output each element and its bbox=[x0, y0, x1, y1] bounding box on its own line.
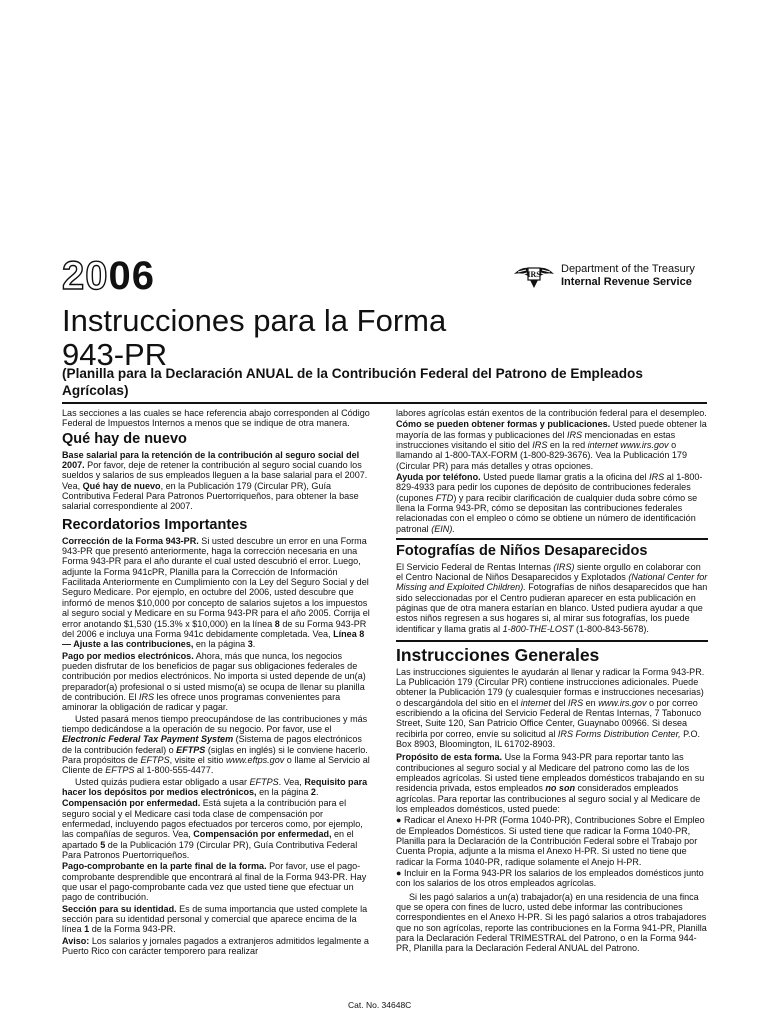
right-column bbox=[396, 408, 708, 955]
hotline-number: 1-800-THE-LOST bbox=[502, 623, 574, 634]
distribution-center-name: IRS Forms Distribution Center, bbox=[557, 728, 681, 739]
ref: 3 bbox=[247, 639, 253, 650]
quizas-paragraph bbox=[62, 777, 374, 798]
irs-url: www.irs.gov bbox=[598, 697, 647, 708]
irs-abbrev: IRS bbox=[568, 697, 584, 708]
text: Usted puede obtener la mayoría de las formas y publicaciones del bbox=[396, 419, 707, 440]
bullet-icon: ● bbox=[396, 815, 402, 826]
text: . Vea, bbox=[278, 776, 305, 787]
text: Por favor, deje de retener la contribución al seguro social cuando los sueldos y salarios de sus empleados lleguen a la base salarial para el 2007. Vea, bbox=[62, 460, 368, 491]
como-heading: Cómo se pueden obtener formas y publicaciones. bbox=[396, 419, 611, 430]
si-pago-paragraph: Si les pagó salarios a un(a) trabajador(a) en una residencia de una finca que se opera con fines de lucro, usted debe informar las contribuciones correspondientes en el Anexo H-PR. Si les pagó salarios a otros trabajadores que no son agrícolas, reporte las contribuciones en la Forma 941-PR, Planilla para la Declaración Federal TRIMESTRAL del Patrono, o en la Forma 944-PR, Planilla para la Declaración Federal ANUAL del Patrono. bbox=[396, 891, 707, 954]
ref: 1 bbox=[84, 924, 90, 935]
compensacion-paragraph bbox=[62, 798, 374, 860]
eftps-url: www.eftps.gov bbox=[225, 754, 285, 765]
fotografias-paragraph bbox=[396, 562, 708, 634]
section-rule bbox=[396, 640, 708, 642]
text: de la Publicación 179 (Circular PR), Guía Contributiva Federal Para Patronos Puertorriqueños. bbox=[62, 839, 358, 861]
department-line: Department of the Treasury bbox=[561, 263, 695, 275]
text: Radicar el Anexo H-PR (Forma 1040-PR), Contribuciones Sobre el Empleo de Empleados Domésticos. Si usted tiene que radicar la Forma 1040-PR, Planilla para la Declaración de la Contribución Federal sobre el Trabajo por Cuenta Propia, adjunte a la misma el Anexo H-PR. Si usted no tiene que radicar la Forma 1040-PR, radique solamente el Anejo H-PR. bbox=[396, 815, 705, 867]
pago-heading: Pago por medios electrónicos. bbox=[62, 650, 194, 661]
ein-abbrev: (EIN). bbox=[431, 523, 455, 534]
text: les ofrece unos programas convenientes para aminorar la obligación de radicar y pagar. bbox=[62, 691, 341, 713]
year-solid-digits: 06 bbox=[108, 254, 155, 298]
ref: 8 bbox=[274, 618, 280, 629]
pago-comprobante-heading: Pago-comprobante en la parte final de la forma. bbox=[62, 861, 267, 872]
labores-paragraph: labores agrícolas están exentos de la contribución federal para el desempleo. bbox=[396, 408, 707, 418]
text: al 1-800-555-4477. bbox=[134, 765, 214, 776]
section-title-recordatorios: Recordatorios Importantes bbox=[62, 516, 248, 533]
ref: Requisito para hacer los depósitos por medios electrónicos, bbox=[62, 776, 368, 797]
irs-abbrev: IRS bbox=[532, 440, 548, 451]
ref: Compensación por enfermedad, bbox=[193, 829, 332, 840]
compensacion-heading: Compensación por enfermedad. bbox=[62, 798, 201, 809]
agency-line: Internal Revenue Service bbox=[561, 275, 692, 288]
eftps-abbrev: EFTPS bbox=[249, 776, 279, 787]
instrucciones-paragraph bbox=[396, 667, 708, 750]
ayuda-telefono-paragraph bbox=[396, 472, 708, 534]
ref: Línea 8 — Ajuste a las contribuciones, bbox=[62, 628, 365, 650]
section-title-que-hay-de-nuevo: Qué hay de nuevo bbox=[62, 430, 187, 447]
irs-abbrev: IRS bbox=[138, 691, 155, 702]
text: Use la Forma 943-PR para reportar tanto las contribuciones al seguro social y al Medicare del patrono como las de los empleados agrícolas. Si usted tiene empleados domésticos trabajando en su residencia privada, estos empleados bbox=[396, 752, 705, 794]
text: de su Forma 943-PR del 2006 e incluya una Forma 941c debidamente completada. Vea, bbox=[62, 618, 367, 639]
text: Fotografías de niños desaparecidos que han sido seleccionadas por el Centro pudieran aparecer en esta publicación en páginas que de otra manera estarían en blanco. Usted pudiera ayudar a que estos niños regresen a sus hogares si, al mirar sus fotografías, los puede identificar y llama gratis al bbox=[396, 582, 708, 634]
pago-comprobante-paragraph bbox=[62, 861, 374, 902]
correccion-heading: Corrección de la Forma 943-PR. bbox=[62, 535, 199, 546]
ftd-abbrev: FTD bbox=[435, 492, 454, 503]
text: Usted puede llamar gratis a la oficina del bbox=[480, 472, 650, 483]
text: Usted pasará menos tiempo preocupándose de las contribuciones y más tiempo dedicándose a la operación de su negocio. Por favor, use el bbox=[62, 713, 368, 734]
text: o por correo escribiendo a la oficina del Servicio Federal de Rentas Internas, 7 Tabonuco Street, Suite 120, San Patricio Office Center, Guaynabo 00966. Si desea recibirla por correo, envíe su solicitud al bbox=[396, 697, 702, 739]
text: Está sujeta a la contribución para el seguro social y el Medicare casi toda clase de compensación por enfermedad, incluyendo pagos efectuados por terceros como, por ejemplo, las compañías de seguros. Vea, bbox=[62, 798, 363, 840]
internet-word: internet bbox=[520, 697, 551, 708]
agency-name bbox=[561, 263, 695, 288]
text: El Servicio Federal de Rentas Internas bbox=[396, 561, 554, 572]
seccion-heading: Sección para su identidad. bbox=[62, 903, 177, 914]
base-salarial-heading: Base salarial para la retención de la contribución al seguro social del 2007. bbox=[62, 449, 360, 471]
text: o llamando al 1-800-TAX-FORM (1-800-829-3676). Vea la Publicación 179 (Circular PR) para más detalles y otras opciones. bbox=[396, 440, 687, 471]
text: al 1-800-829-4933 para pedir los cupones de depósito de contribuciones federales (cupones bbox=[396, 472, 703, 503]
emphasis: no son bbox=[545, 783, 576, 794]
bullet-item bbox=[396, 815, 708, 867]
proposito-heading: Propósito de esta forma. bbox=[396, 752, 503, 763]
irs-abbrev: IRS bbox=[566, 429, 583, 440]
text: en la página bbox=[193, 639, 248, 650]
section-title-fotografias: Fotografías de Niños Desaparecidos bbox=[396, 542, 648, 559]
document-subtitle: (Planilla para la Declaración ANUAL de la Contribución Federal del Patrono de Empleados Agrícolas) bbox=[62, 366, 643, 398]
ref: 2 bbox=[310, 787, 316, 797]
text: , en la Publicación 179 (Circular PR), Guía Contributiva Federal Para Patronos Puertorriqueños, para obtener la base salarial correspondiente al 2007. bbox=[62, 480, 359, 512]
form-year bbox=[62, 254, 155, 299]
text: ) y para recibir clarificación de cualquier duda sobre cómo se llena la Forma 943-PR, cómo se depositan las contribuciones federales relacionadas con el empleo o cómo se obtiene un número de identificación patronal bbox=[396, 492, 698, 534]
year-outline-digits: 20 bbox=[62, 254, 109, 298]
intro-paragraph: Las secciones a las cuales se hace referencia abajo corresponden al Código Federal de Impuestos Internos a menos que se indique de otra manera. bbox=[62, 408, 370, 429]
proposito-paragraph bbox=[396, 752, 708, 814]
text: considerados empleados agrícolas. Para reportar las contribuciones al seguro social y al Medicare de los empleados domésticos, usted puede: bbox=[396, 783, 701, 814]
text: . bbox=[315, 787, 319, 797]
text: P.O. Box 8903, Bloomington, IL 61702-8903. bbox=[396, 728, 701, 749]
eftps-abbrev: EFTPS bbox=[140, 754, 170, 765]
section-rule bbox=[396, 538, 708, 540]
text: siente orgullo en colaborar con el Centro Nacional de Niños Desaparecidos y Explotados bbox=[396, 561, 701, 582]
text: Incluir en la Forma 943-PR los salarios de los empleados domésticos junto con los salarios de los otros empleados agrícolas. bbox=[396, 868, 704, 889]
text: (1-800-843-5678). bbox=[573, 623, 649, 634]
text: (siglas en inglés) si le conviene hacerlo. Para propósitos de bbox=[62, 744, 368, 765]
text: Si usted descubre un error en una Forma 943-PR que presentó anteriormente, haga la corrección necesaria en una Forma 943-PR para el año durante el cual usted descubrió el error. Luego, adjunte la Forma 941cPR, Planilla para la Corrección de Información Facilitada Anteriormente en Cumplimiento con la Ley del Seguro Social y del Seguro Medicare. Por ejemplo, en octubre del 2006, usted descubre que informó de menos $10,000 por concepto de salarios sujetos a los impuestos al seguro social y Medicare en su Forma 943-PR para el año 2005. Corrija el error anotando $1,530 (15.3% x $10,000) en la línea bbox=[62, 535, 370, 629]
eftps-abbrev: EFTPS bbox=[176, 744, 206, 755]
text: Las instrucciones siguientes le ayudarán al llenar y radicar la Forma 943-PR. La Publicación 179 (Circular PR) contiene instrucciones adicionales. Puede obtener la Publicación 179 (y cualesquier formas e instrucciones necesarias) o descargándola del sitio en el bbox=[396, 666, 705, 708]
title-line-1: Instrucciones para la Forma bbox=[62, 303, 447, 338]
correccion-paragraph bbox=[62, 536, 374, 650]
irs-abbrev: (IRS) bbox=[553, 561, 575, 572]
irs-eagle-logo-icon bbox=[512, 260, 556, 292]
text: en la red bbox=[547, 440, 588, 451]
ncmec-name: (National Center for Missing and Exploited Children). bbox=[396, 571, 708, 593]
text: Ahora, más que nunca, los negocios pueden disfrutar de los beneficios de pagar sus obligaciones federales de contribución por medios electrónicos. No importa si usted depende de un(a) preparador(a) profesional o si usted mismo(a) se ocupa de llenar su planilla de contribución. El bbox=[62, 650, 366, 702]
aviso-paragraph bbox=[62, 936, 374, 957]
irs-url: internet www.irs.gov bbox=[587, 440, 669, 451]
seccion-identidad-paragraph bbox=[62, 904, 374, 935]
text: Es de suma importancia que usted complete la sección para su identidad personal y comercial que aparece encima de la línea bbox=[62, 903, 368, 935]
ayuda-heading: Ayuda por teléfono. bbox=[396, 472, 481, 483]
section-title-instrucciones-generales: Instrucciones Generales bbox=[396, 644, 600, 665]
text: (Sistema de pagos electrónicos de la contribución federal) o bbox=[62, 734, 362, 755]
header-rule bbox=[62, 402, 707, 404]
text: en el apartado bbox=[62, 829, 354, 850]
text: en la página bbox=[256, 787, 311, 797]
bullet-icon: ● bbox=[396, 868, 402, 879]
eftps-abbrev: EFTPS bbox=[105, 765, 135, 776]
eftps-full-name: Electronic Federal Tax Payment System bbox=[62, 734, 234, 745]
eftps-paragraph bbox=[62, 714, 374, 776]
title-line-2: 943-PR bbox=[62, 337, 168, 372]
text: o llame al Servicio al Cliente de bbox=[62, 754, 370, 776]
text: del bbox=[550, 697, 569, 708]
catalog-number: Cat. No. 34648C bbox=[348, 1000, 412, 1010]
text: Usted quizás pudiera estar obligado a usar bbox=[75, 776, 250, 787]
base-salarial-paragraph bbox=[62, 450, 374, 512]
text: Los salarios y jornales pagados a extranjeros admitidos legalmente a Puerto Rico con carácter temporero para realizar bbox=[62, 935, 369, 957]
irs-abbrev: IRS bbox=[649, 472, 665, 483]
text: mencionadas en estas instrucciones visitando el sitio del bbox=[396, 429, 676, 451]
bullet-item bbox=[396, 868, 708, 889]
pago-electronico-paragraph bbox=[62, 651, 374, 713]
text: Por favor, use el pago-comprobante desprendible que encontrará al final de la Forma 943-PR. Hay que usar el pago-comprobante cada vez que usted tiene que efectuar un pago de contribución. bbox=[62, 861, 367, 903]
text: de la Forma 943-PR. bbox=[89, 924, 176, 935]
ref: Qué hay de nuevo bbox=[82, 480, 161, 491]
como-obtener-paragraph bbox=[396, 419, 708, 471]
document-title bbox=[62, 304, 446, 372]
ref: 5 bbox=[100, 839, 106, 850]
aviso-heading: Aviso: bbox=[62, 935, 90, 946]
left-column bbox=[62, 408, 374, 958]
text: , visite el sitio bbox=[169, 754, 226, 765]
svg-text:IRS: IRS bbox=[527, 270, 541, 279]
text: en bbox=[583, 697, 599, 708]
text: . bbox=[252, 639, 256, 650]
